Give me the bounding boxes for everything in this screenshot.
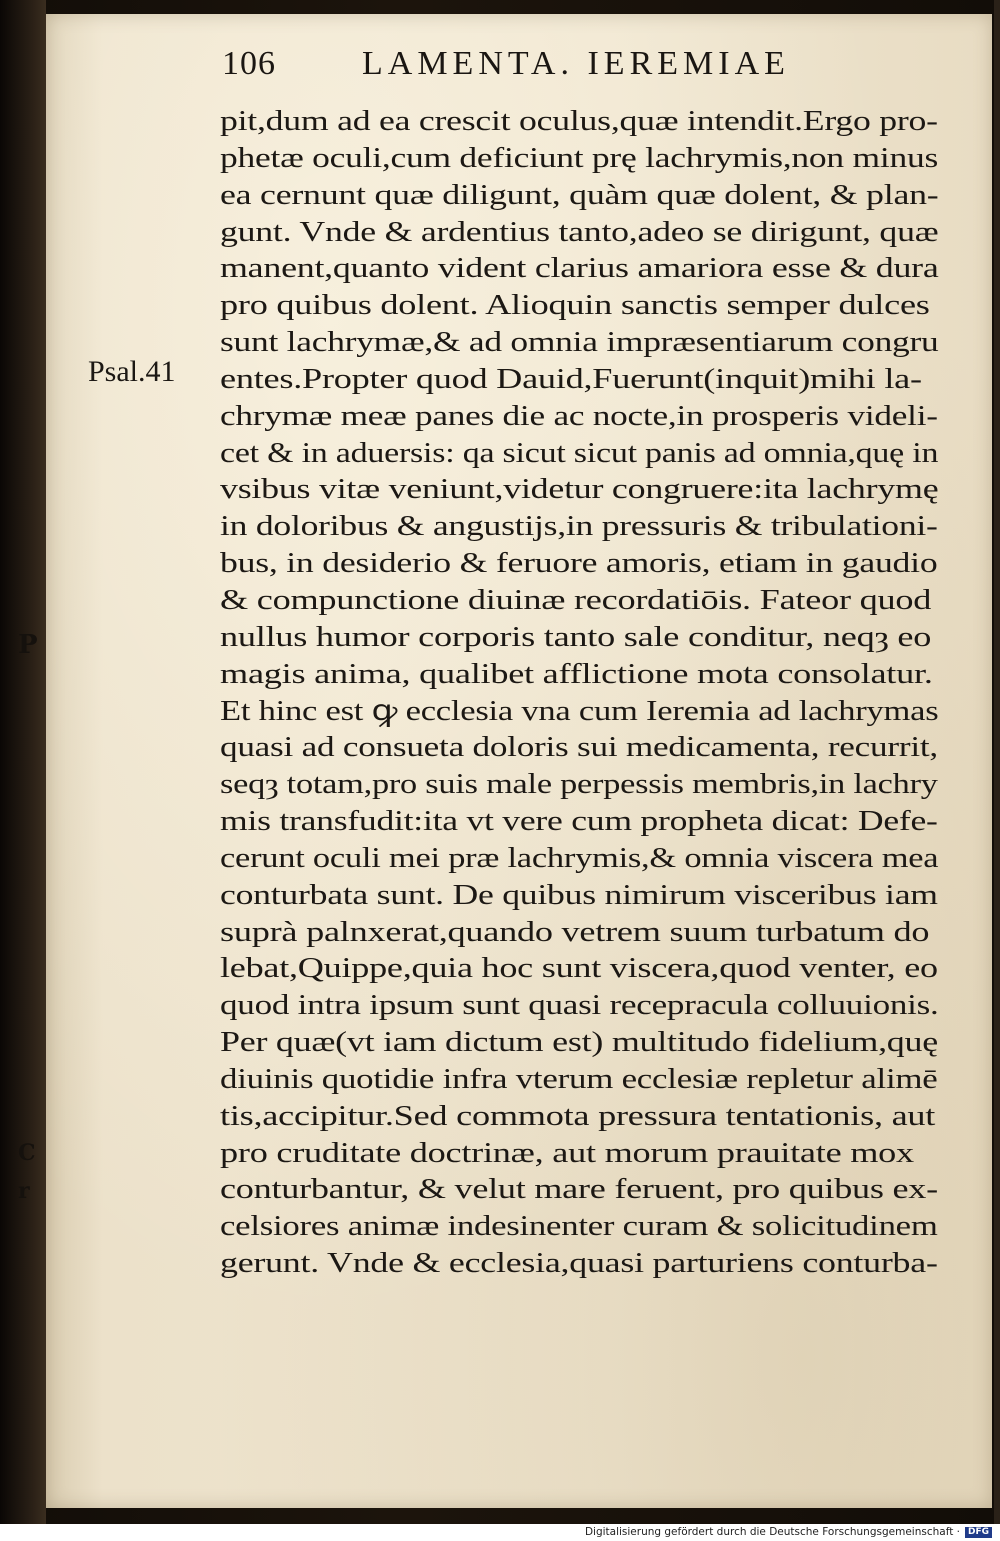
text-line: cerunt oculi mei præ lachrymis,& omnia viscera mea	[220, 841, 939, 874]
text-line: & compunctione diuinæ recordatiōis. Fateor quod	[220, 583, 932, 616]
facing-page-edge	[0, 0, 46, 1524]
digitization-credit: Digitalisierung gefördert durch die Deutsche Forschungsgemeinschaft ·	[584, 1526, 960, 1538]
text-line: gunt. Vnde & ardentius tanto,adeo se dirigunt, quæ	[220, 215, 939, 248]
text-line: Et hinc est ꝙ ecclesia vna cum Ieremia ad lachrymas	[220, 694, 939, 727]
text-line: ea cernunt quæ diligunt, quàm quæ dolent, & plan-	[220, 178, 939, 211]
text-line: pro quibus dolent. Alioquin sanctis semper dulces	[220, 289, 930, 322]
text-line: suprà palnxerat,quando vetrem suum turbatum do	[220, 915, 930, 948]
gutter-fragment: P	[18, 630, 38, 660]
dfg-logo: DFG	[965, 1527, 992, 1538]
text-line: gerunt. Vnde & ecclesia,quasi parturiens conturba-	[220, 1247, 938, 1280]
text-line: tis,accipitur.Sed commota pressura tentationis, aut	[220, 1099, 936, 1132]
text-line: nullus humor corporis tanto sale conditur, neqȝ eo	[220, 620, 932, 653]
text-line: celsiores animæ indesinenter curam & solicitudinem	[220, 1210, 938, 1243]
text-line: bus, in desiderio & feruore amoris, etiam in gaudio	[220, 547, 938, 580]
running-head: LAMENTA. IEREMIAE	[362, 45, 790, 82]
text-line: quod intra ipsum sunt quasi recepracula colluuionis.	[220, 989, 939, 1022]
text-line: seqȝ totam,pro suis male perpessis membris,in lachry	[220, 768, 938, 801]
page-header	[222, 42, 850, 86]
body-text	[220, 103, 940, 1282]
text-line: sunt lachrymæ,& ad omnia impræsentiarum congru	[220, 326, 939, 359]
margin-note: Psal.41	[88, 355, 176, 388]
text-line: pit,dum ad ea crescit oculus,quæ intendit.Ergo pro-	[220, 105, 938, 137]
text-line: vsibus vitæ veniunt,videtur congruere:ita lachrymę	[220, 473, 939, 506]
footer-bar	[0, 1524, 1000, 1541]
gutter-fragment: r	[18, 1178, 30, 1204]
text-line: entes.Propter quod Dauid,Fuerunt(inquit)mihi la-	[220, 362, 922, 395]
text-line: diuinis quotidie infra vterum ecclesiæ repletur alimē	[220, 1062, 938, 1095]
text-line: quasi ad consueta doloris sui medicamenta, recurrit,	[220, 731, 938, 764]
text-line: cet & in aduersis: qa sicut sicut panis ad omnia,quę in	[220, 436, 939, 469]
text-line: in doloribus & angustijs,in pressuris & tribulationi-	[220, 510, 938, 543]
text-line: phetæ oculi,cum deficiunt prę lachrymis,non minus	[220, 141, 939, 174]
text-line: conturbantur, & velut mare feruent, pro quibus ex-	[220, 1173, 938, 1206]
page-number: 106	[222, 45, 276, 82]
text-line: Per quæ(vt iam dictum est) multitudo fidelium,quę	[220, 1026, 938, 1059]
text-line: magis anima, qualibet afflictione mota consolatur.	[220, 657, 933, 690]
text-line: conturbata sunt. De quibus nimirum visceribus iam	[220, 878, 938, 911]
gutter-fragment: C	[18, 1140, 36, 1166]
text-line: chrymæ meæ panes die ac nocte,in prosperis videli-	[220, 399, 938, 432]
text-line: mis transfudit:ita vt vere cum propheta dicat: Defe-	[220, 805, 938, 838]
text-line: lebat,Quippe,quia hoc sunt viscera,quod venter, eo	[220, 952, 938, 985]
text-line: manent,quanto vident clarius amariora esse & dura	[220, 252, 939, 285]
text-line: pro cruditate doctrinæ, aut morum prauitate mox	[220, 1136, 914, 1169]
